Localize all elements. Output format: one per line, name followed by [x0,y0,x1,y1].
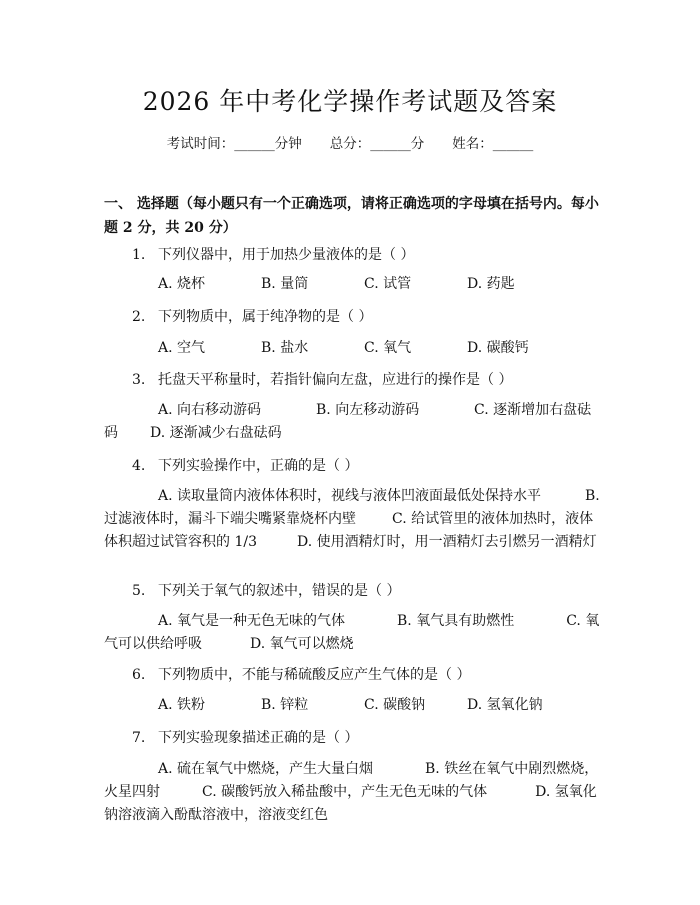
option-b: B. 氧气具有助燃性 [397,613,515,629]
student-name: 姓名：______ [452,136,534,152]
question-text: 下列物质中，属于纯净物的是（ ） [158,309,373,325]
page-title: 2026 年中考化学操作考试题及答案 [142,87,558,116]
question-7-options [104,758,604,827]
option-c: C. 碳酸钠 [364,697,426,713]
exam-time: 考试时间：______分钟 [166,136,302,152]
question-7 [132,727,358,749]
option-b: B. 锌粒 [261,697,309,713]
option-b: B. 铁丝在氧气中剧烈燃烧，火星四射 [104,761,599,800]
question-1 [132,244,414,266]
question-2-options [104,337,604,360]
total-score: 总分：______分 [329,136,425,152]
question-number: 3. [132,372,146,388]
option-c: C. 氧气 [364,340,412,356]
question-number: 6. [132,667,146,683]
option-b: B. 盐水 [261,340,309,356]
option-a: A. 向右移动游码 [158,402,262,418]
question-5-options [104,610,604,656]
question-text: 下列关于氧气的叙述中，错误的是（ ） [158,583,401,599]
option-c: C. 碳酸钙放入稀盐酸中，产生无色无味的气体 [202,784,488,800]
question-number: 7. [132,730,146,746]
question-number: 1. [132,247,146,263]
question-1-options [104,273,604,296]
option-c: C. 给试管里的液体加热时，液体体积超过试管容积的 1/3 [104,511,594,550]
option-d: D. 药匙 [467,276,515,292]
option-d: D. 氢氧化钠 [467,697,543,713]
option-b: B. 量筒 [261,276,309,292]
question-6-options [104,694,604,717]
question-number: 2. [132,309,146,325]
option-b: B. 向左移动游码 [316,402,420,418]
question-6 [132,664,470,686]
question-3 [132,369,512,391]
option-c: C. 逐渐增加右盘砝码 [104,402,592,441]
option-d: D. 氢氧化钠溶液滴入酚酞溶液中，溶液变红色 [104,784,597,823]
question-text: 托盘天平称量时，若指针偏向左盘，应进行的操作是（ ） [158,372,513,388]
option-a: A. 铁粉 [158,697,206,713]
question-4-options [104,485,604,554]
option-d: D. 逐渐减少右盘砝码 [150,425,282,441]
option-a: A. 硫在氧气中燃烧，产生大量白烟 [158,761,374,777]
question-text: 下列实验操作中，正确的是（ ） [158,458,359,474]
option-a: A. 氧气是一种无色无味的气体 [158,613,346,629]
option-c: C. 氧气可以供给呼吸 [104,613,600,652]
section-heading-choice: 一、 选择题（每小题只有一个正确选项，请将正确选项的字母填在括号内。每小题 2 分，共 20 分） [104,196,599,236]
question-text: 下列物质中，不能与稀硫酸反应产生气体的是（ ） [158,667,471,683]
question-number: 4. [132,458,146,474]
question-5 [132,580,400,602]
option-b: B. 过滤液体时，漏斗下端尖嘴紧靠烧杯内壁 [104,488,600,527]
option-a: A. 空气 [158,340,206,356]
question-3-options [104,399,604,445]
option-d: D. 使用酒精灯时，用一酒精灯去引燃另一酒精灯 [296,534,597,550]
exam-info [0,132,700,152]
question-text: 下列实验现象描述正确的是（ ） [158,730,359,746]
option-d: D. 氧气可以燃烧 [250,636,354,652]
option-a: A. 读取量筒内液体体积时，视线与液体凹液面最低处保持水平 [158,488,542,504]
question-4 [132,455,358,477]
question-number: 5. [132,583,146,599]
option-a: A. 烧杯 [158,276,206,292]
option-c: C. 试管 [364,276,412,292]
question-2 [132,306,372,328]
question-text: 下列仪器中，用于加热少量液体的是（ ） [158,247,415,263]
option-d: D. 碳酸钙 [467,340,529,356]
